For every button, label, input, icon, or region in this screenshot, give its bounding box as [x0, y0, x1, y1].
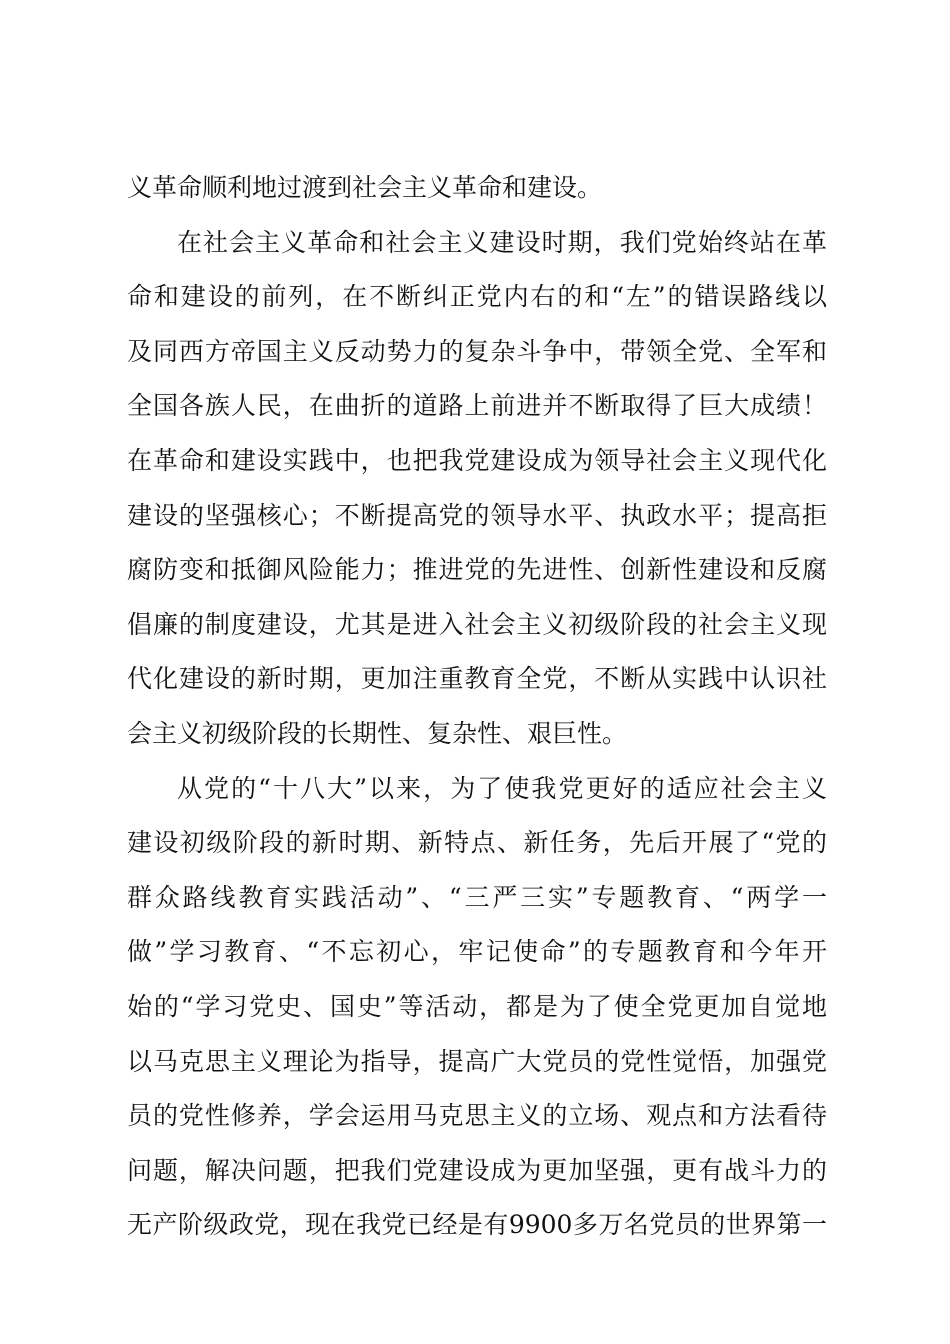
text-line: 无产阶级政党，现在我党已经是有9900多万名党员的世界第一 [127, 1210, 827, 1240]
text-line: 倡廉的制度建设，尤其是进入社会主义初级阶段的社会主义现 [127, 609, 827, 639]
text-line: 问题，解决问题，把我们党建设成为更加坚强，更有战斗力的 [127, 1155, 827, 1185]
text-line: 员的党性修养，学会运用马克思主义的立场、观点和方法看待 [127, 1101, 827, 1131]
text-line: 在社会主义革命和社会主义建设时期，我们党始终站在革 [177, 227, 827, 257]
text-line: 建设的坚强核心；不断提高党的领导水平、执政水平；提高拒 [127, 500, 827, 530]
text-line: 代化建设的新时期，更加注重教育全党，不断从实践中认识社 [127, 664, 827, 694]
text-line: 建设初级阶段的新时期、新特点、新任务，先后开展了“党的 [127, 828, 827, 858]
text-line: 全国各族人民，在曲折的道路上前进并不断取得了巨大成绩！ [127, 391, 827, 421]
document-body [127, 161, 827, 1253]
text-line: 做”学习教育、“不忘初心，牢记使命”的专题教育和今年开 [127, 937, 827, 967]
text-line: 义革命顺利地过渡到社会主义革命和建设。 [127, 173, 603, 202]
text-line: 命和建设的前列，在不断纠正党内右的和“左”的错误路线以 [127, 282, 827, 312]
text-line: 从党的“十八大”以来，为了使我党更好的适应社会主义 [177, 773, 827, 803]
text-line: 会主义初级阶段的长期性、复杂性、艰巨性。 [127, 718, 628, 748]
text-line: 以马克思主义理论为指导，提高广大党员的党性觉悟，加强党 [127, 1046, 827, 1076]
text-line: 群众路线教育实践活动”、“三严三实”专题教育、“两学一 [127, 882, 827, 912]
text-line: 腐防变和抵御风险能力；推进党的先进性、创新性建设和反腐 [127, 555, 827, 585]
text-line: 及同西方帝国主义反动势力的复杂斗争中，带领全党、全军和 [127, 336, 827, 366]
text-line: 在革命和建设实践中，也把我党建设成为领导社会主义现代化 [127, 445, 827, 475]
text-line: 始的“学习党史、国史”等活动，都是为了使全党更加自觉地 [127, 991, 827, 1021]
